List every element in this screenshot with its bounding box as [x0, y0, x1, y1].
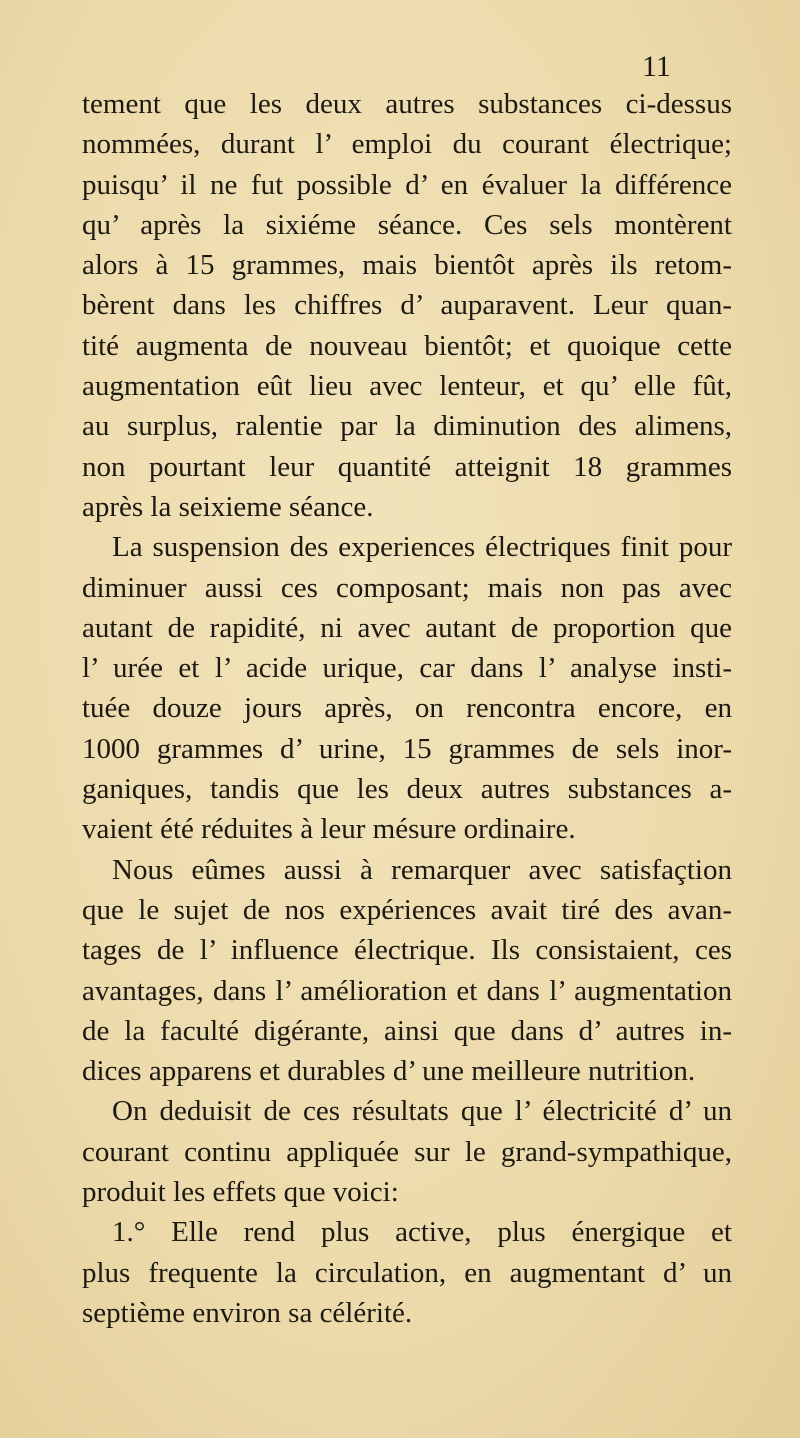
text-line: 1000 grammes d’ urine, 15 grammes de sels inor-: [82, 732, 732, 765]
text-line: Nous eûmes aussi à remarquer avec satisfaçtion: [112, 853, 732, 886]
text-line: que le sujet de nos expériences avait tiré des avan-: [82, 893, 732, 926]
text-line: vaient été réduites à leur mésure ordinaire.: [82, 813, 576, 846]
text-line: produit les effets que voici:: [82, 1176, 399, 1209]
text-line: augmentation eût lieu avec lenteur, et qu’ elle fût,: [82, 370, 732, 403]
body-text: [82, 84, 732, 1333]
text-line: nommées, durant l’ emploi du courant électrique;: [82, 128, 732, 161]
text-line: au surplus, ralentie par la diminution des alimens,: [82, 410, 732, 443]
text-line: septième environ sa célérité.: [82, 1296, 413, 1329]
text-line: 1.° Elle rend plus active, plus énergique et: [112, 1216, 732, 1249]
text-line: qu’ après la sixiéme séance. Ces sels montèrent: [82, 208, 732, 241]
text-line: tement que les deux autres substances ci-dessus: [82, 88, 732, 120]
text-line: ganiques, tandis que les deux autres substances a-: [82, 773, 732, 806]
text-line: après la seixieme séance.: [82, 490, 374, 523]
page-number: 11: [642, 50, 671, 83]
text-line: puisqu’ il ne fut possible d’ en évaluer la différence: [82, 168, 732, 201]
text-line: plus frequente la circulation, en augmentant d’ un: [82, 1256, 732, 1289]
text-line: courant continu appliquée sur le grand-sympathique,: [82, 1135, 732, 1168]
text-line: tuée douze jours après, on rencontra encore, en: [82, 692, 732, 725]
text-line: tité augmenta de nouveau bientôt; et quoique cette: [82, 329, 732, 362]
text-line: de la faculté digérante, ainsi que dans d’ autres in-: [82, 1014, 732, 1047]
text-line: dices apparens et durables d’ une meilleure nutrition.: [82, 1055, 696, 1088]
text-line: On deduisit de ces résultats que l’ électricité d’ un: [112, 1095, 732, 1128]
text-line: l’ urée et l’ acide urique, car dans l’ analyse insti-: [82, 652, 732, 685]
text-line: bèrent dans les chiffres d’ auparavent. Leur quan-: [82, 289, 732, 322]
text-line: non pourtant leur quantité atteignit 18 grammes: [82, 450, 732, 483]
text-line: autant de rapidité, ni avec autant de proportion que: [82, 611, 732, 644]
text-line: avantages, dans l’ amélioration et dans l’ augmentation: [82, 974, 732, 1007]
text-line: La suspension des experiences électriques finit pour: [112, 531, 732, 564]
text-line: diminuer aussi ces composant; mais non pas avec: [82, 571, 732, 604]
text-line: alors à 15 grammes, mais bientôt après ils retom-: [82, 249, 732, 282]
text-line: tages de l’ influence électrique. Ils consistaient, ces: [82, 934, 732, 967]
